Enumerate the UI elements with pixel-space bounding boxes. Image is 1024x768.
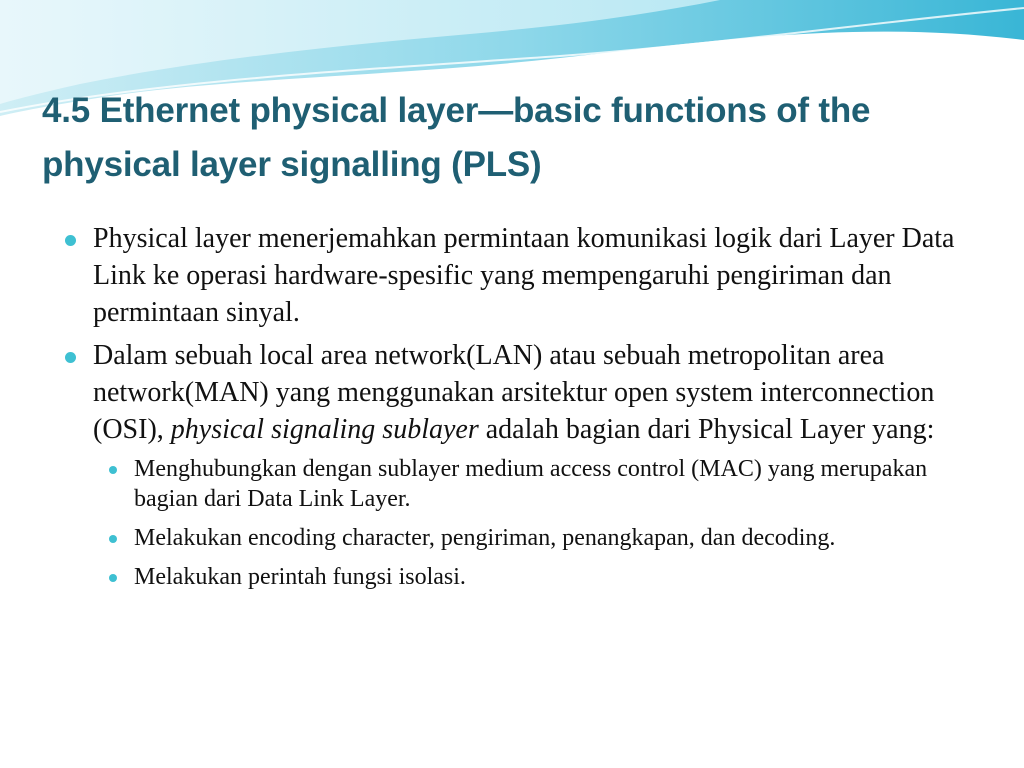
bullet-dot-icon — [65, 235, 76, 246]
bullet-text-after: adalah bagian dari Physical Layer yang: — [485, 414, 935, 445]
sub-bullet-item-3 — [105, 562, 962, 592]
sub-bullet-text: Melakukan encoding character, pengiriman, penangkapan, dan decoding. — [134, 525, 836, 551]
bullet-list — [62, 220, 962, 601]
sub-bullet-list — [105, 454, 962, 592]
sub-bullet-text: Melakukan perintah fungsi isolasi. — [134, 564, 466, 590]
bullet-dot-icon — [65, 352, 76, 363]
sub-bullet-text: Menghubungkan dengan sublayer medium access control (MAC) yang merupakan bagian dari Data Link Layer. — [134, 456, 928, 512]
sub-bullet-item-1 — [105, 454, 962, 514]
sub-bullet-dot-icon — [109, 466, 117, 474]
slide-title: 4.5 Ethernet physical layer—basic functions of the physical layer signalling (PLS) — [42, 91, 871, 184]
sub-bullet-dot-icon — [109, 535, 117, 543]
bullet-text-italic: physical signaling sublayer — [170, 414, 479, 445]
bullet-text: Physical layer menerjemahkan permintaan komunikasi logik dari Layer Data Link ke operasi hardware-spesific yang mempengaruhi pengiriman dan permintaan sinyal. — [93, 223, 955, 328]
sub-bullet-item-2 — [105, 523, 962, 553]
bullet-item-2 — [62, 337, 962, 448]
bullet-item-1 — [62, 220, 962, 331]
bullet-text-before: Dalam sebuah local area network(LAN) atau sebuah metropolitan area network(MAN) yang menggunakan arsitektur open system interconnection (OSI), — [93, 340, 935, 445]
sub-bullet-dot-icon — [109, 574, 117, 582]
